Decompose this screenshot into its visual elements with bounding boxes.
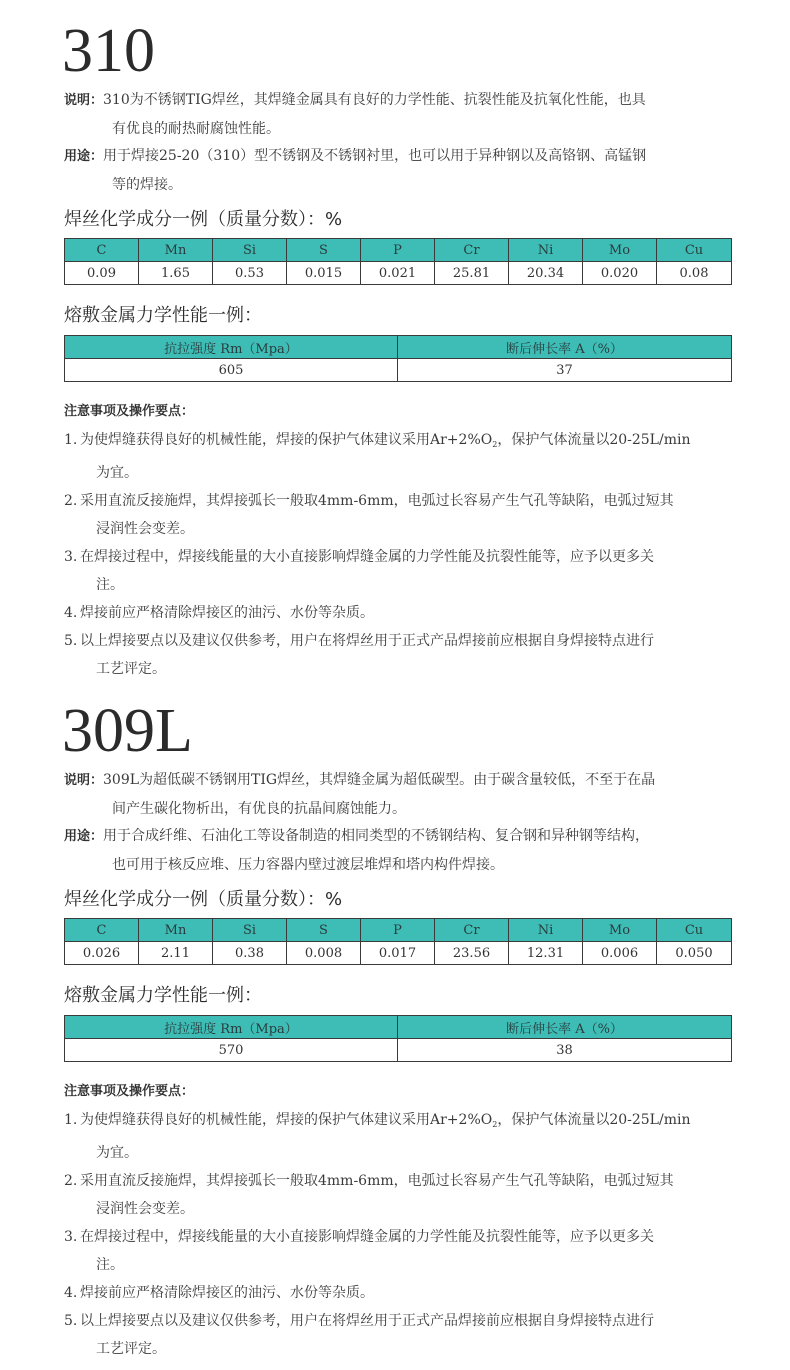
usage xyxy=(64,142,754,199)
chem-value-row xyxy=(65,262,732,285)
chem-value-cell: 0.006 xyxy=(583,942,657,965)
mech-header-cell: 断后伸长率 A（%） xyxy=(398,1016,732,1039)
note-item xyxy=(64,627,764,683)
note-text-cont: ，保护气体流量以20-25L/min xyxy=(497,432,691,448)
chem-value-cell: 0.53 xyxy=(213,262,287,285)
note-text: 采用直流反接施焊，其焊接弧长一般取4mm-6mm，电弧过长容易产生气孔等缺陷，电弧过短其 xyxy=(80,1173,674,1189)
chem-header-cell: Mo xyxy=(583,919,657,942)
usage-label: 用途： xyxy=(64,149,104,164)
chem-header-cell: P xyxy=(361,919,435,942)
chem-value-cell: 1.65 xyxy=(139,262,213,285)
note-text: 以上焊接要点以及建议仅供参考，用户在将焊丝用于正式产品焊接前应根据自身焊接特点进行 xyxy=(80,633,654,649)
chem-header-cell: Mn xyxy=(139,239,213,262)
chem-table xyxy=(64,238,732,285)
chem-value-cell: 0.021 xyxy=(361,262,435,285)
note-text: 为使焊缝获得良好的机械性能，焊接的保护气体建议采用Ar+2%O xyxy=(80,1112,493,1128)
mech-value-row xyxy=(65,359,732,382)
chem-header-cell: S xyxy=(287,919,361,942)
usage-label: 用途： xyxy=(64,829,104,844)
usage-line-1: 用于合成纤维、石油化工等设备制造的相同类型的不锈钢结构、复合钢和异种钢等结构， xyxy=(103,828,650,844)
chem-value-cell: 0.008 xyxy=(287,942,361,965)
notes-heading: 注意事项及操作要点： xyxy=(64,404,195,419)
chem-header-cell: Mo xyxy=(583,239,657,262)
note-number: 4. xyxy=(64,1285,78,1301)
note-text: 焊接前应严格清除焊接区的油污、水份等杂质。 xyxy=(80,605,374,621)
chem-value-cell: 0.050 xyxy=(657,942,732,965)
note-text-line2: 浸润性会变差。 xyxy=(96,521,194,537)
mech-value-cell: 605 xyxy=(65,359,398,382)
notes-list xyxy=(64,426,764,683)
chem-header-cell: Cu xyxy=(657,919,732,942)
note-text-line2: 为宜。 xyxy=(96,1145,138,1161)
chem-value-cell: 0.09 xyxy=(65,262,139,285)
chem-value-cell: 20.34 xyxy=(509,262,583,285)
note-text: 为使焊缝获得良好的机械性能，焊接的保护气体建议采用Ar+2%O xyxy=(80,432,493,448)
note-number: 1. xyxy=(64,1112,78,1128)
mech-heading: 熔敷金属力学性能一例： xyxy=(64,985,262,1006)
usage-line-2: 也可用于核反应堆、压力容器内壁过渡层堆焊和塔内构件焊接。 xyxy=(112,857,504,873)
mech-header-cell: 抗拉强度 Rm（Mpa） xyxy=(65,1016,398,1039)
chem-value-cell: 0.015 xyxy=(287,262,361,285)
chem-header-cell: Cr xyxy=(435,919,509,942)
note-item xyxy=(64,543,764,599)
note-text: 焊接前应严格清除焊接区的油污、水份等杂质。 xyxy=(80,1285,374,1301)
note-text: 以上焊接要点以及建议仅供参考，用户在将焊丝用于正式产品焊接前应根据自身焊接特点进行 xyxy=(80,1313,654,1329)
mech-value-cell: 38 xyxy=(398,1039,732,1062)
note-number: 5. xyxy=(64,633,78,649)
chem-value-row xyxy=(65,942,732,965)
chem-header-cell: Cu xyxy=(657,239,732,262)
chem-header-cell: Mn xyxy=(139,919,213,942)
description-line-1: 309L为超低碳不锈钢用TIG焊丝，其焊缝金属为超低碳型。由于碳含量较低，不至于在晶 xyxy=(103,772,656,788)
chem-header-cell: Ni xyxy=(509,239,583,262)
note-item xyxy=(64,1307,764,1363)
mech-value-cell: 37 xyxy=(398,359,732,382)
mech-header-row xyxy=(65,1016,732,1039)
chem-value-cell: 2.11 xyxy=(139,942,213,965)
mech-header-cell: 抗拉强度 Rm（Mpa） xyxy=(65,336,398,359)
chem-value-cell: 0.38 xyxy=(213,942,287,965)
description xyxy=(64,766,754,823)
note-text-line2: 为宜。 xyxy=(96,465,138,481)
note-item xyxy=(64,1279,764,1307)
note-number: 3. xyxy=(64,1229,78,1245)
mech-table xyxy=(64,335,732,382)
note-item xyxy=(64,426,764,487)
note-text: 采用直流反接施焊，其焊接弧长一般取4mm-6mm，电弧过长容易产生气孔等缺陷，电弧过短其 xyxy=(80,493,674,509)
chem-header-cell: Si xyxy=(213,239,287,262)
chem-header-row xyxy=(65,239,732,262)
chem-value-cell: 12.31 xyxy=(509,942,583,965)
chem-header-cell: S xyxy=(287,239,361,262)
note-text-line2: 浸润性会变差。 xyxy=(96,1201,194,1217)
product-title: 310 xyxy=(62,17,155,85)
chem-header-cell: P xyxy=(361,239,435,262)
chem-header-cell: Cr xyxy=(435,239,509,262)
chem-table xyxy=(64,918,732,965)
chem-heading: 焊丝化学成分一例（质量分数）：% xyxy=(64,889,343,910)
note-text: 在焊接过程中，焊接线能量的大小直接影响焊缝金属的力学性能及抗裂性能等，应予以更多关 xyxy=(80,549,654,565)
mech-value-row xyxy=(65,1039,732,1062)
description-line-2: 间产生碳化物析出，有优良的抗晶间腐蚀能力。 xyxy=(112,801,406,817)
note-subscript: 2 xyxy=(492,440,498,449)
chem-value-cell: 0.026 xyxy=(65,942,139,965)
chem-header-cell: Si xyxy=(213,919,287,942)
description-line-1: 310为不锈钢TIG焊丝，其焊缝金属具有良好的力学性能、抗裂性能及抗氧化性能，也具 xyxy=(103,92,646,108)
chem-header-row xyxy=(65,919,732,942)
note-item xyxy=(64,487,764,543)
note-text-cont: ，保护气体流量以20-25L/min xyxy=(497,1112,691,1128)
note-subscript: 2 xyxy=(492,1120,498,1129)
note-number: 1. xyxy=(64,432,78,448)
chem-header-cell: Ni xyxy=(509,919,583,942)
note-text-line2: 工艺评定。 xyxy=(96,661,166,677)
description-line-2: 有优良的耐热耐腐蚀性能。 xyxy=(112,121,280,137)
note-item xyxy=(64,599,764,627)
usage-line-1: 用于焊接25-20（310）型不锈钢及不锈钢衬里，也可以用于异种钢以及高铬钢、高锰钢 xyxy=(103,148,647,164)
note-item xyxy=(64,1167,764,1223)
note-number: 2. xyxy=(64,493,78,509)
usage-line-2: 等的焊接。 xyxy=(112,177,182,193)
mech-table xyxy=(64,1015,732,1062)
note-number: 3. xyxy=(64,549,78,565)
chem-value-cell: 23.56 xyxy=(435,942,509,965)
note-number: 4. xyxy=(64,605,78,621)
note-text-line2: 工艺评定。 xyxy=(96,1341,166,1357)
note-text-line2: 注。 xyxy=(96,577,124,593)
notes-heading: 注意事项及操作要点： xyxy=(64,1084,195,1099)
usage xyxy=(64,822,754,879)
description-label: 说明： xyxy=(64,773,104,788)
product-title: 309L xyxy=(62,697,193,765)
mech-value-cell: 570 xyxy=(65,1039,398,1062)
chem-value-cell: 0.020 xyxy=(583,262,657,285)
note-item xyxy=(64,1106,764,1167)
note-text: 在焊接过程中，焊接线能量的大小直接影响焊缝金属的力学性能及抗裂性能等，应予以更多关 xyxy=(80,1229,654,1245)
chem-header-cell: C xyxy=(65,239,139,262)
note-text-line2: 注。 xyxy=(96,1257,124,1273)
mech-header-row xyxy=(65,336,732,359)
note-number: 2. xyxy=(64,1173,78,1189)
note-item xyxy=(64,1223,764,1279)
chem-value-cell: 25.81 xyxy=(435,262,509,285)
notes-list xyxy=(64,1106,764,1363)
note-number: 5. xyxy=(64,1313,78,1329)
chem-header-cell: C xyxy=(65,919,139,942)
chem-value-cell: 0.017 xyxy=(361,942,435,965)
description xyxy=(64,86,754,143)
chem-value-cell: 0.08 xyxy=(657,262,732,285)
description-label: 说明： xyxy=(64,93,104,108)
mech-heading: 熔敷金属力学性能一例： xyxy=(64,305,262,326)
mech-header-cell: 断后伸长率 A（%） xyxy=(398,336,732,359)
chem-heading: 焊丝化学成分一例（质量分数）：% xyxy=(64,209,343,230)
